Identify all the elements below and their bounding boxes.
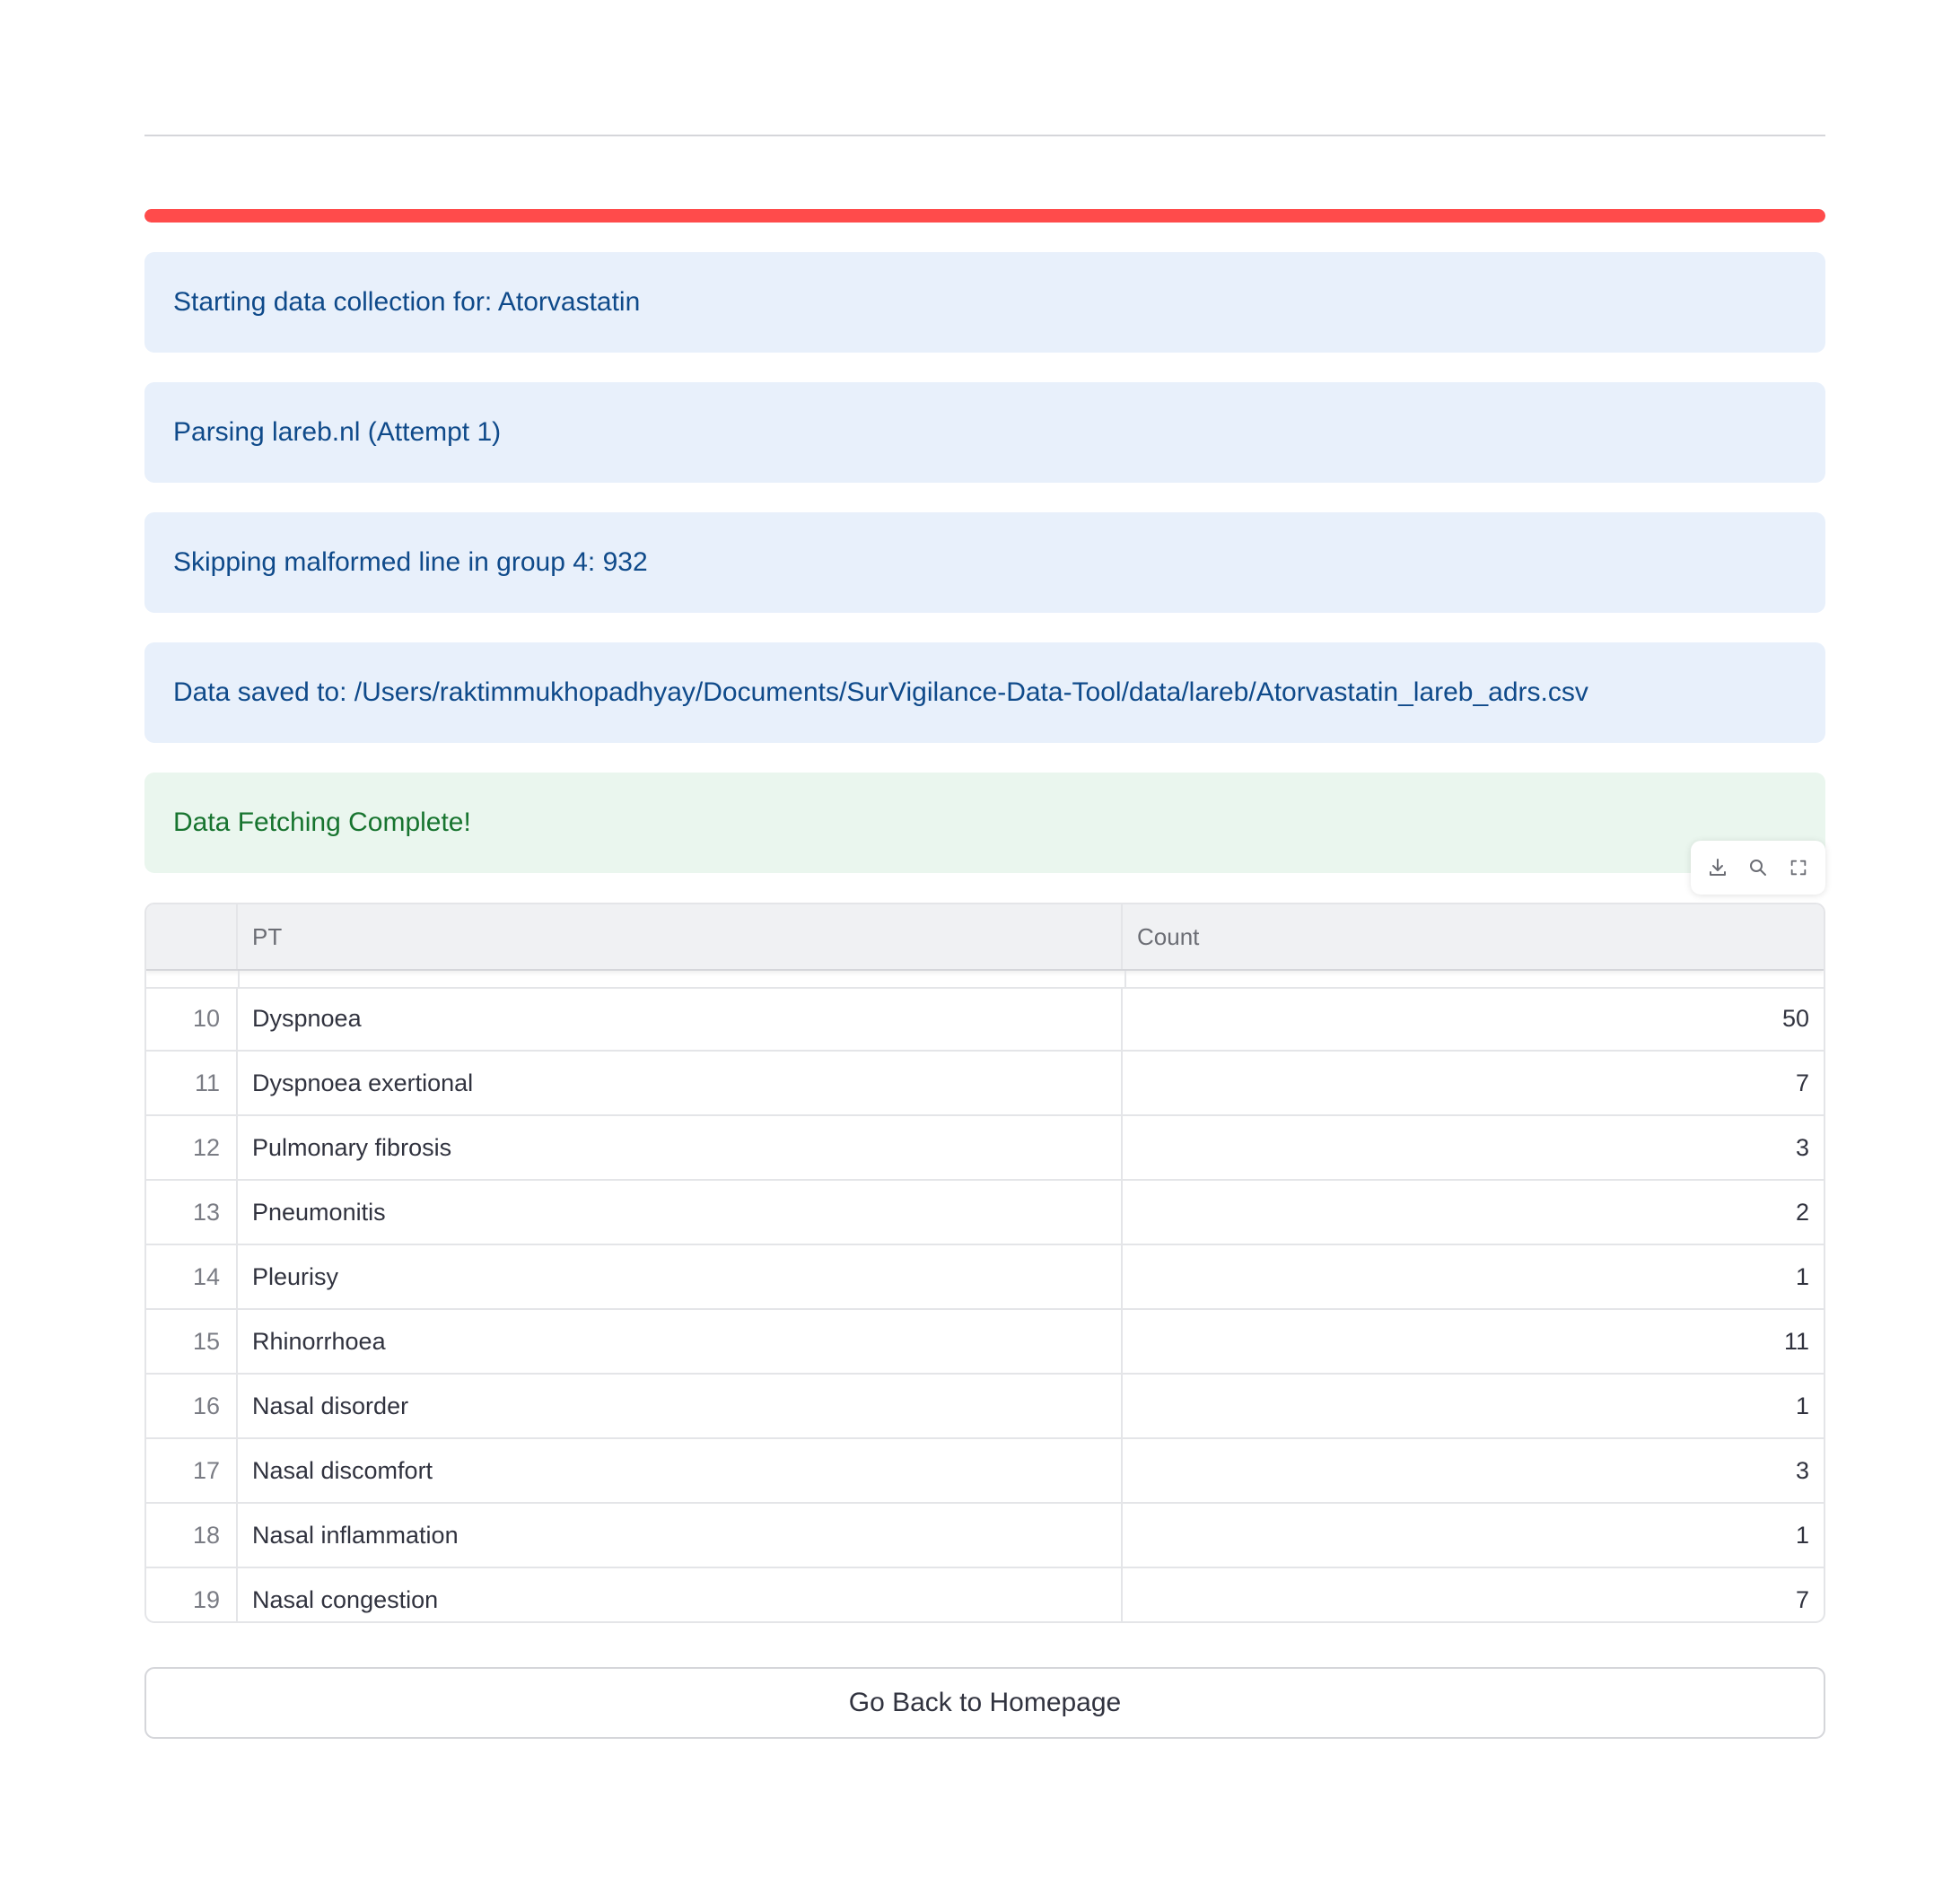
divider bbox=[144, 135, 1825, 136]
table-row[interactable] bbox=[146, 1568, 1824, 1623]
pt-cell[interactable]: Pleurisy bbox=[238, 1245, 1123, 1308]
info-alert-skipping bbox=[144, 512, 1825, 613]
row-index-cell: 17 bbox=[146, 1439, 238, 1502]
pt-cell[interactable]: Nasal inflammation bbox=[238, 1504, 1123, 1567]
info-alert-text: Skipping malformed line in group 4: 932 bbox=[173, 547, 648, 577]
table-row[interactable] bbox=[146, 1439, 1824, 1504]
table-row[interactable] bbox=[146, 1052, 1824, 1116]
progress-bar bbox=[144, 209, 1825, 223]
dataframe-toolbar bbox=[1691, 841, 1825, 895]
header-pt[interactable]: PT bbox=[238, 904, 1123, 969]
row-index-cell: 19 bbox=[146, 1568, 238, 1623]
row-index-cell: 11 bbox=[146, 1052, 238, 1114]
info-alert-text: Data saved to: /Users/raktimmukhopadhyay/Documents/SurVigilance-Data-Tool/data/lareb/Atorvastatin_lareb_adrs.csv bbox=[173, 677, 1588, 707]
gap-cell bbox=[240, 971, 1126, 987]
count-cell[interactable]: 7 bbox=[1795, 1585, 1809, 1613]
row-index-cell: 12 bbox=[146, 1116, 238, 1179]
pt-cell[interactable]: Dyspnoea exertional bbox=[238, 1052, 1123, 1114]
download-icon bbox=[1707, 857, 1728, 878]
header-count[interactable]: Count bbox=[1137, 922, 1200, 950]
pt-cell[interactable]: Nasal congestion bbox=[238, 1568, 1123, 1623]
gap-cell bbox=[146, 971, 240, 987]
row-index-cell: 14 bbox=[146, 1245, 238, 1308]
table-body bbox=[146, 987, 1824, 1623]
table-row[interactable] bbox=[146, 987, 1824, 1052]
row-index-cell: 13 bbox=[146, 1181, 238, 1244]
fullscreen-icon bbox=[1789, 858, 1808, 877]
pt-cell[interactable]: Nasal discomfort bbox=[238, 1439, 1123, 1502]
count-cell[interactable]: 1 bbox=[1795, 1392, 1809, 1419]
pt-cell[interactable]: Nasal disorder bbox=[238, 1375, 1123, 1437]
fullscreen-button[interactable] bbox=[1782, 851, 1815, 884]
count-cell[interactable]: 50 bbox=[1781, 1004, 1809, 1032]
count-cell[interactable]: 3 bbox=[1795, 1456, 1809, 1484]
search-icon bbox=[1747, 857, 1769, 878]
go-back-home-button[interactable]: Go Back to Homepage bbox=[144, 1667, 1825, 1739]
data-table[interactable] bbox=[144, 903, 1825, 1623]
row-index-cell: 15 bbox=[146, 1310, 238, 1373]
info-alert-saved bbox=[144, 642, 1825, 743]
count-cell[interactable]: 3 bbox=[1795, 1133, 1809, 1161]
count-cell[interactable]: 2 bbox=[1795, 1198, 1809, 1226]
pt-cell[interactable]: Pneumonitis bbox=[238, 1181, 1123, 1244]
info-alert-parsing bbox=[144, 382, 1825, 483]
table-row[interactable] bbox=[146, 1504, 1824, 1568]
search-button[interactable] bbox=[1742, 851, 1774, 884]
table-row[interactable] bbox=[146, 1245, 1824, 1310]
header-index bbox=[146, 904, 238, 969]
pt-cell[interactable]: Dyspnoea bbox=[238, 987, 1123, 1050]
table-row[interactable] bbox=[146, 1181, 1824, 1245]
info-alert-text: Starting data collection for: Atorvastatin bbox=[173, 287, 641, 317]
download-button[interactable] bbox=[1702, 851, 1734, 884]
info-alert-text: Parsing lareb.nl (Attempt 1) bbox=[173, 417, 502, 447]
row-index-cell: 16 bbox=[146, 1375, 238, 1437]
pt-cell[interactable]: Rhinorrhoea bbox=[238, 1310, 1123, 1373]
table-header bbox=[146, 904, 1824, 971]
info-alert-start bbox=[144, 252, 1825, 353]
pt-cell[interactable]: Pulmonary fibrosis bbox=[238, 1116, 1123, 1179]
gap-cell bbox=[1126, 971, 1824, 987]
progress-bar-fill bbox=[144, 209, 1825, 223]
count-cell[interactable]: 1 bbox=[1795, 1262, 1809, 1290]
table-scroll-gap bbox=[146, 971, 1824, 989]
row-index-cell: 18 bbox=[146, 1504, 238, 1567]
table-row[interactable] bbox=[146, 1310, 1824, 1375]
success-alert-text: Data Fetching Complete! bbox=[173, 808, 471, 837]
table-row[interactable] bbox=[146, 1375, 1824, 1439]
table-row[interactable] bbox=[146, 1116, 1824, 1181]
count-cell[interactable]: 7 bbox=[1795, 1069, 1809, 1096]
success-alert bbox=[144, 773, 1825, 873]
row-index-cell: 10 bbox=[146, 987, 238, 1050]
count-cell[interactable]: 11 bbox=[1783, 1327, 1809, 1355]
count-cell[interactable]: 1 bbox=[1795, 1521, 1809, 1549]
